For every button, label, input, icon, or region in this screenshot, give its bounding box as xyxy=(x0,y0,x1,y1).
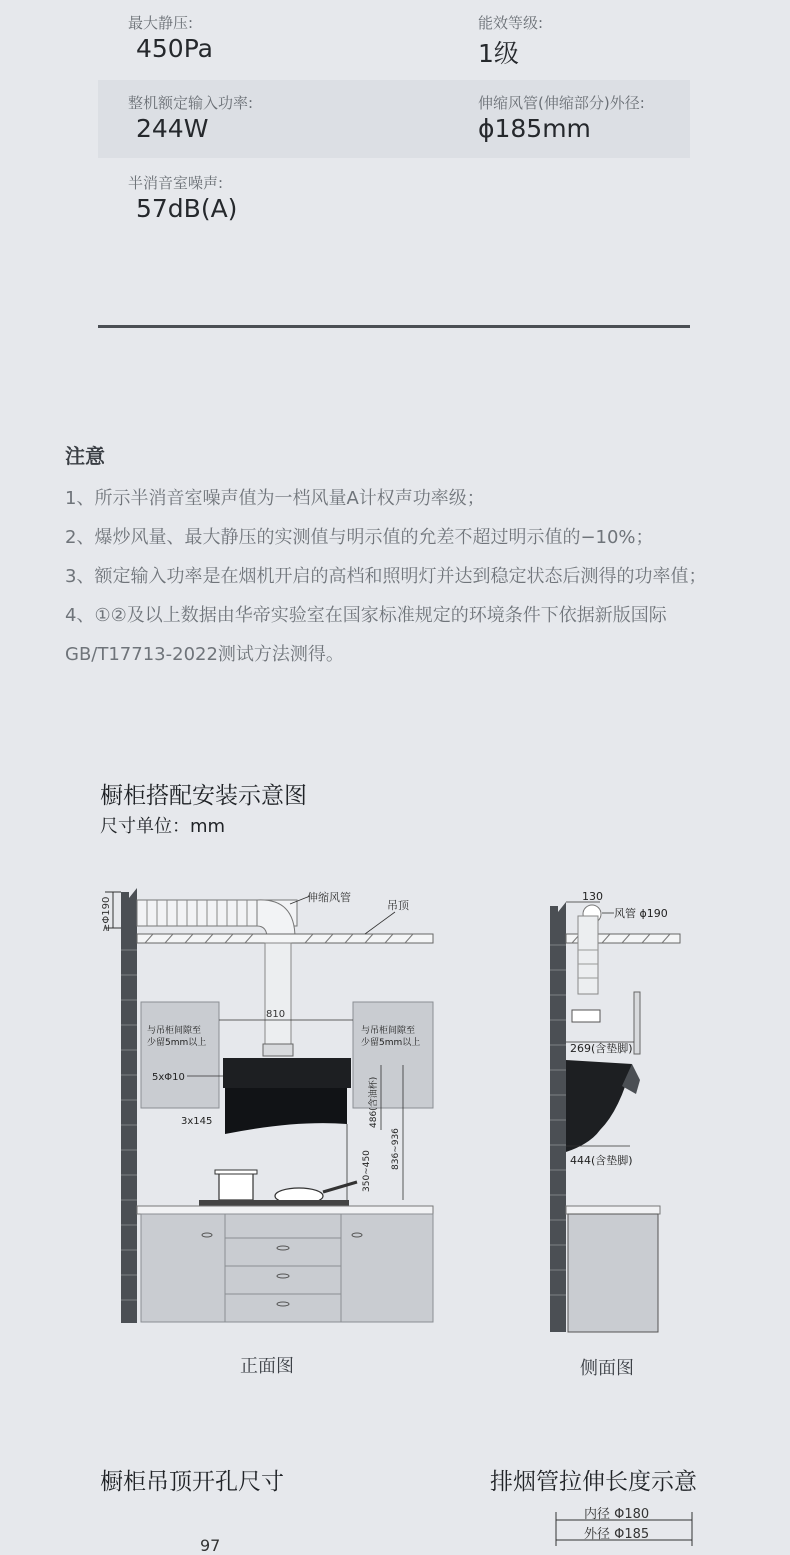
base-cabinet-side xyxy=(568,1214,658,1332)
side-view-caption: 侧面图 xyxy=(580,1358,634,1379)
cutout-size-title: 橱柜吊顶开孔尺寸 xyxy=(100,1469,284,1495)
label-gap-left-2: 少留5mm以上 xyxy=(147,1038,207,1048)
note-item: 4、①②及以上数据由华帝实验室在国家标准规定的环境条件下依据新版国际 xyxy=(65,605,667,626)
label-duct: 伸缩风管 xyxy=(307,891,351,904)
front-view-diagram xyxy=(95,880,455,1340)
label-d444: 444(含垫脚) xyxy=(570,1154,633,1167)
label-ceiling: 吊顶 xyxy=(387,899,409,912)
label-w810: 810 xyxy=(266,1009,286,1020)
label-h350: 350~450 xyxy=(362,1150,372,1192)
spec-label-max-pressure: 最大静压: xyxy=(128,14,194,32)
spec-value-input-power: 244W xyxy=(136,114,209,143)
label-screws: 5xΦ10 xyxy=(152,1072,185,1083)
spec-value-duct-diameter: ϕ185mm xyxy=(478,114,591,143)
label-gap-right: 与吊柜间隙至 xyxy=(361,1026,416,1036)
install-title: 橱柜搭配安装示意图 xyxy=(100,783,307,809)
label-inner-diameter: 内径 Φ180 xyxy=(584,1507,650,1522)
section-divider xyxy=(98,325,690,328)
label-gap-left: 与吊柜间隙至 xyxy=(147,1026,202,1036)
install-unit: 尺寸单位：mm xyxy=(100,816,226,837)
partial-dimension: 97 xyxy=(200,1536,221,1555)
right-wall-cabinet xyxy=(353,1002,433,1108)
note-item: 2、爆炒风量、最大静压的实测值与明示值的允差不超过明示值的−10%； xyxy=(65,527,654,548)
duct-stretch-diagram xyxy=(550,1506,700,1546)
label-size3: 3x145 xyxy=(181,1116,213,1127)
spec-label-input-power: 整机额定输入功率: xyxy=(128,94,254,112)
pot xyxy=(219,1172,253,1200)
base-cabinet-left xyxy=(141,1214,225,1322)
countertop xyxy=(137,1206,433,1214)
spec-label-energy-grade: 能效等级: xyxy=(478,14,544,32)
label-h486: 486(含油杯) xyxy=(369,1076,379,1128)
note-item: 1、所示半消音室噪声值为一档风量A计权声功率级； xyxy=(65,488,485,509)
base-cabinet-right xyxy=(341,1214,433,1322)
spec-value-energy-grade: 1级 xyxy=(478,39,519,68)
notes-title: 注意 xyxy=(65,444,105,468)
label-h836: 836~936 xyxy=(391,1128,401,1170)
spec-label-duct-diameter: 伸缩风管(伸缩部分)外径: xyxy=(478,94,645,112)
label-pipe: 风管 ϕ190 xyxy=(614,907,668,920)
cooktop xyxy=(199,1200,349,1206)
range-hood-glass xyxy=(225,1088,347,1134)
front-view-caption: 正面图 xyxy=(240,1356,294,1377)
countertop xyxy=(566,1206,660,1214)
spec-label-noise: 半消音室噪声: xyxy=(128,174,224,192)
note-item: GB/T17713-2022测试方法测得。 xyxy=(65,644,344,665)
label-gap-right-2: 少留5mm以上 xyxy=(361,1038,421,1048)
range-hood-side xyxy=(566,1060,632,1152)
note-item: 3、额定输入功率是在烟机开启的高档和照明灯并达到稳定状态后测得的功率值； xyxy=(65,566,707,587)
label-d190: ≥Φ190 xyxy=(101,896,112,932)
left-wall-cabinet xyxy=(141,1002,219,1108)
label-d130: 130 xyxy=(582,890,603,903)
label-outer-diameter: 外径 Φ185 xyxy=(584,1527,650,1542)
duct-stretch-title: 排烟管拉伸长度示意 xyxy=(490,1469,697,1495)
side-view-diagram xyxy=(540,880,690,1340)
label-d269: 269(含垫脚) xyxy=(570,1042,633,1055)
spec-value-noise: 57dB(A) xyxy=(136,194,238,223)
range-hood-panel xyxy=(223,1058,351,1088)
spec-value-max-pressure: 450Pa xyxy=(136,34,213,63)
